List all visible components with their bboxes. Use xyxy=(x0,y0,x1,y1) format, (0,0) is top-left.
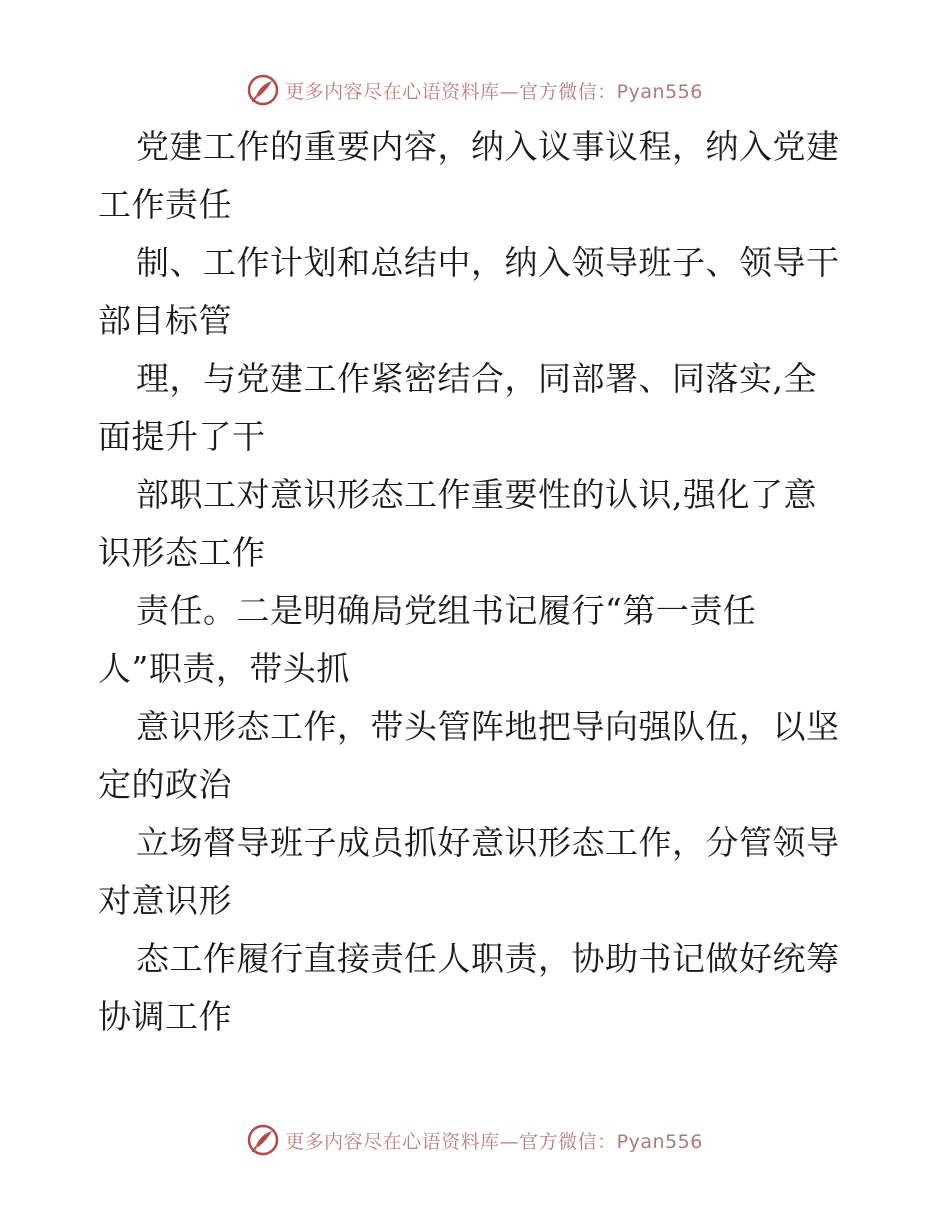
header-dash: — xyxy=(499,80,520,103)
footer-brand: 更多内容尽在心语资料库 xyxy=(285,1130,500,1153)
header-brand: 更多内容尽在心语资料库 xyxy=(285,80,500,103)
quill-logo-icon xyxy=(247,74,279,106)
page-header-banner xyxy=(0,70,950,110)
body-line: 定的政治 xyxy=(98,765,232,804)
footer-dash: — xyxy=(499,1130,520,1153)
body-line: 对意识形 xyxy=(98,881,232,920)
body-line: 责任。二是明确局党组书记履行“第一责任 xyxy=(136,591,757,630)
header-banner-text xyxy=(285,77,703,104)
footer-banner-text xyxy=(285,1127,703,1154)
body-line: 协调工作 xyxy=(98,997,232,1036)
body-line: 制、工作计划和总结中，纳入领导班子、领导干 xyxy=(136,243,840,282)
body-line: 工作责任 xyxy=(98,185,232,224)
body-line: 意识形态工作，带头管阵地把导向强队伍，以坚 xyxy=(136,707,840,746)
body-line: 面提升了干 xyxy=(98,417,266,456)
body-line: 部目标管 xyxy=(98,301,232,340)
footer-wechat: 官方微信：Pyan556 xyxy=(519,1130,703,1153)
document-body xyxy=(98,118,858,1046)
body-line: 人”职责，带头抓 xyxy=(98,649,350,688)
body-line: 理，与党建工作紧密结合，同部署、同落实,全 xyxy=(136,359,817,398)
body-line: 立场督导班子成员抓好意识形态工作，分管领导 xyxy=(136,823,840,862)
body-line: 态工作履行直接责任人职责，协助书记做好统筹 xyxy=(136,939,840,978)
body-line: 党建工作的重要内容，纳入议事议程，纳入党建 xyxy=(136,127,840,166)
page-footer-banner xyxy=(0,1120,950,1160)
body-line: 识形态工作 xyxy=(98,533,266,572)
quill-logo-icon xyxy=(247,1124,279,1156)
header-wechat: 官方微信：Pyan556 xyxy=(519,80,703,103)
body-line: 部职工对意识形态工作重要性的认识,强化了意 xyxy=(136,475,817,514)
